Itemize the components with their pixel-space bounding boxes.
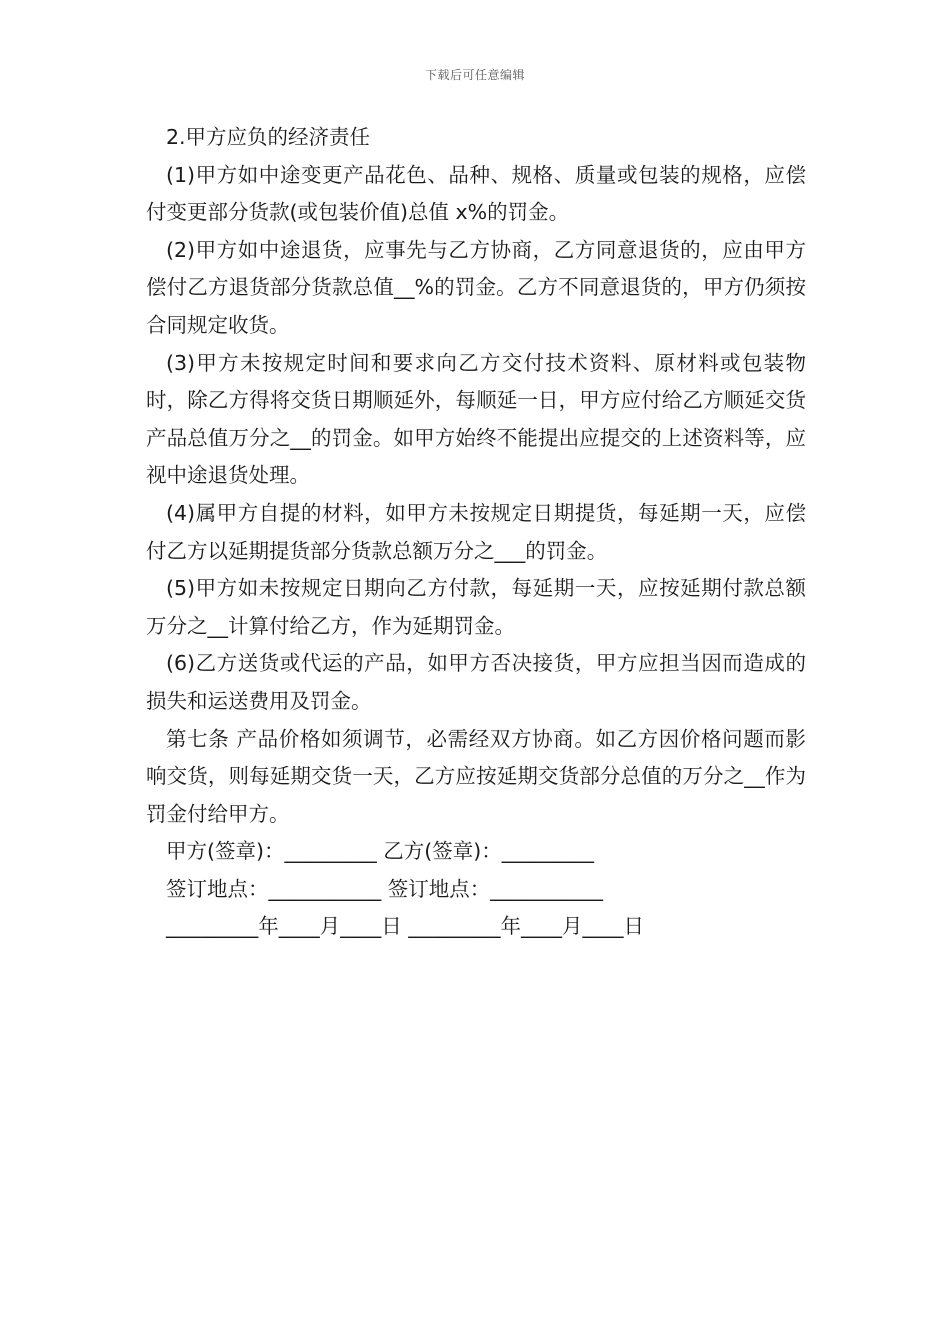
page-header: 下载后可任意编辑 [424, 68, 525, 82]
clause-paragraph: (6)乙方送货或代运的产品，如甲方否决接货，甲方应担当因而造成的损失和运送费用及罚金。 [146, 651, 806, 713]
signature-place-line: 签订地点：___________ 签订地点：___________ [166, 876, 604, 901]
clause-paragraph: (2)甲方如中途退货，应事先与乙方协商，乙方同意退货的，应由甲方偿付乙方退货部分货款总值__%的罚金。乙方不同意退货的，甲方仍须按合同规定收货。 [146, 237, 806, 337]
section-title: 2.甲方应负的经济责任 [166, 125, 371, 149]
clause-paragraph: (4)属甲方自提的材料，如甲方未按规定日期提货，每延期一天，应偿付乙方以延期提货部分货款总额万分之___的罚金。 [146, 500, 806, 563]
article-seven-paragraph: 第七条 产品价格如须调节，必需经双方协商。如乙方因价格问题而影响交货，则每延期交货一天，乙方应按延期交货部分总值的万分之__作为罚金付给甲方。 [146, 726, 806, 826]
clause-paragraph: (3)甲方未按规定时间和要求向乙方交付技术资料、原材料或包装物时，除乙方得将交货日期顺延外，每顺延一日，甲方应付给乙方顺延交货产品总值万分之__的罚金。如甲方始终不能提出应提交的上述资料等，应视中途退货处理。 [146, 350, 806, 488]
document-body [146, 119, 806, 946]
clause-paragraph: (1)甲方如中途变更产品花色、品种、规格、质量或包装的规格，应偿付变更部分货款(或包装价值)总值 x%的罚金。 [146, 162, 806, 225]
signature-party-line: 甲方(签章)：_________ 乙方(签章)：_________ [166, 839, 595, 864]
clause-paragraph: (5)甲方如未按规定日期向乙方付款，每延期一天，应按延期付款总额万分之__计算付给乙方，作为延期罚金。 [146, 576, 806, 638]
signature-date-line: _________年____月____日 _________年____月____日 [166, 914, 645, 939]
